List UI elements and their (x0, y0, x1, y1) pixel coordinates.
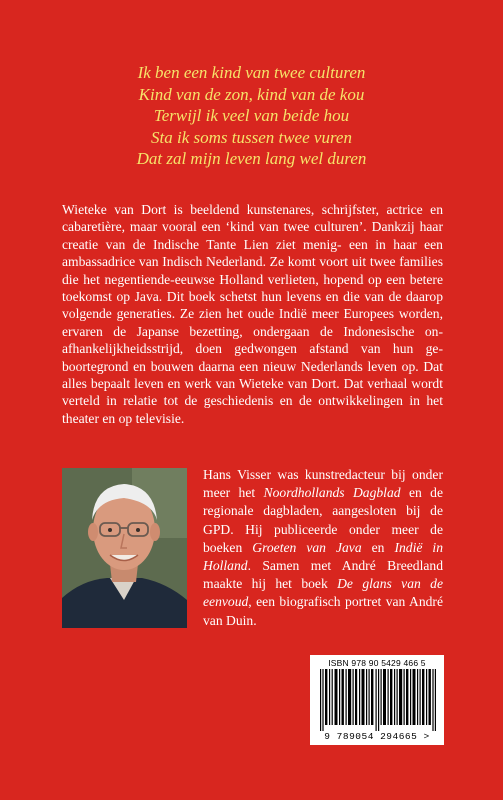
description-line: Dat verhaal wordt verteld in relatie tot de geschiedenis en de (62, 376, 444, 409)
description-line: Dit boek schetst hun levens en die van de daarop volgende (62, 289, 443, 322)
barcode-icon (320, 669, 436, 731)
bio-text: Hans Visser was kunstredacteur bij onder meer het (203, 467, 443, 501)
poem-line-5: Dat zal mijn leven lang wel duren (136, 149, 367, 168)
barcode-label (310, 655, 444, 745)
description-line: en cabaretière, maar vooral een ‘kind van twee culturen’. (62, 202, 443, 235)
book-description (62, 201, 443, 427)
barcode-number: 9 789054 294665 > (324, 731, 430, 742)
bio-book-title: De glans van de eenvoud (203, 576, 443, 610)
poem-line-3: Terwijl ik veel van beide hou (153, 106, 350, 125)
description-line: Holland verlieten, hopend op een betere toekomst op Java. (62, 271, 443, 305)
bio-book-title: Indië in Holland (203, 539, 443, 574)
description-line: op. Dat alles bepaalt leven en werk van Wieteke van Dort. (62, 358, 443, 392)
description-line: generaties. Ze zien het oude Indië meer Europees worden, (116, 306, 443, 322)
bio-text: en (361, 539, 395, 555)
description-line: ontwikkelingen in het theater en op televisie. (62, 393, 443, 426)
bio-text: , een biografisch portret van André van Duin. (203, 594, 443, 628)
isbn-text: ISBN 978 90 5429 466 5 (328, 658, 426, 668)
author-bio (203, 466, 443, 630)
description-line: Wieteke van Dort is beeldend kunstenares, schrijfster, actrice (62, 202, 431, 217)
description-line: een in haar een ambassadrice van Indisch Nederland. Ze (62, 236, 443, 270)
description-line: ervaren de Japanse bezetting, ondergaan de Indonesische on- (62, 323, 443, 339)
bio-newspaper-title: Noordhollands Dagblad (263, 485, 401, 501)
poem-line-2: Kind van de zon, kind van de kou (138, 84, 365, 104)
bio-book-title: Groeten van Java (252, 539, 362, 555)
description-line: Dankzij haar creatie van de Indische Tante Lien ziet menig- (62, 219, 443, 252)
poem (0, 62, 503, 170)
poem-line-1: Ik ben een kind van twee culturen (137, 63, 366, 82)
bio-text: en de regionale dagbladen, aangesloten bij de GPD. Hij publiceerde onder meer de boeken (203, 485, 443, 555)
author-photo (62, 468, 187, 628)
description-line: komt voort uit twee families die het negentiende-eeuwse (62, 254, 443, 287)
description-line: boortegrond en bouwen daarna een nieuw Nederlands leven (62, 358, 402, 374)
description-line: afhankelijkheidsstrijd, doen gedwongen afstand van hun ge- (62, 341, 443, 357)
poem-line-4: Sta ik soms tussen twee vuren (151, 127, 352, 147)
bio-text: . Samen met André Breedland maakte hij het boek (203, 558, 443, 592)
